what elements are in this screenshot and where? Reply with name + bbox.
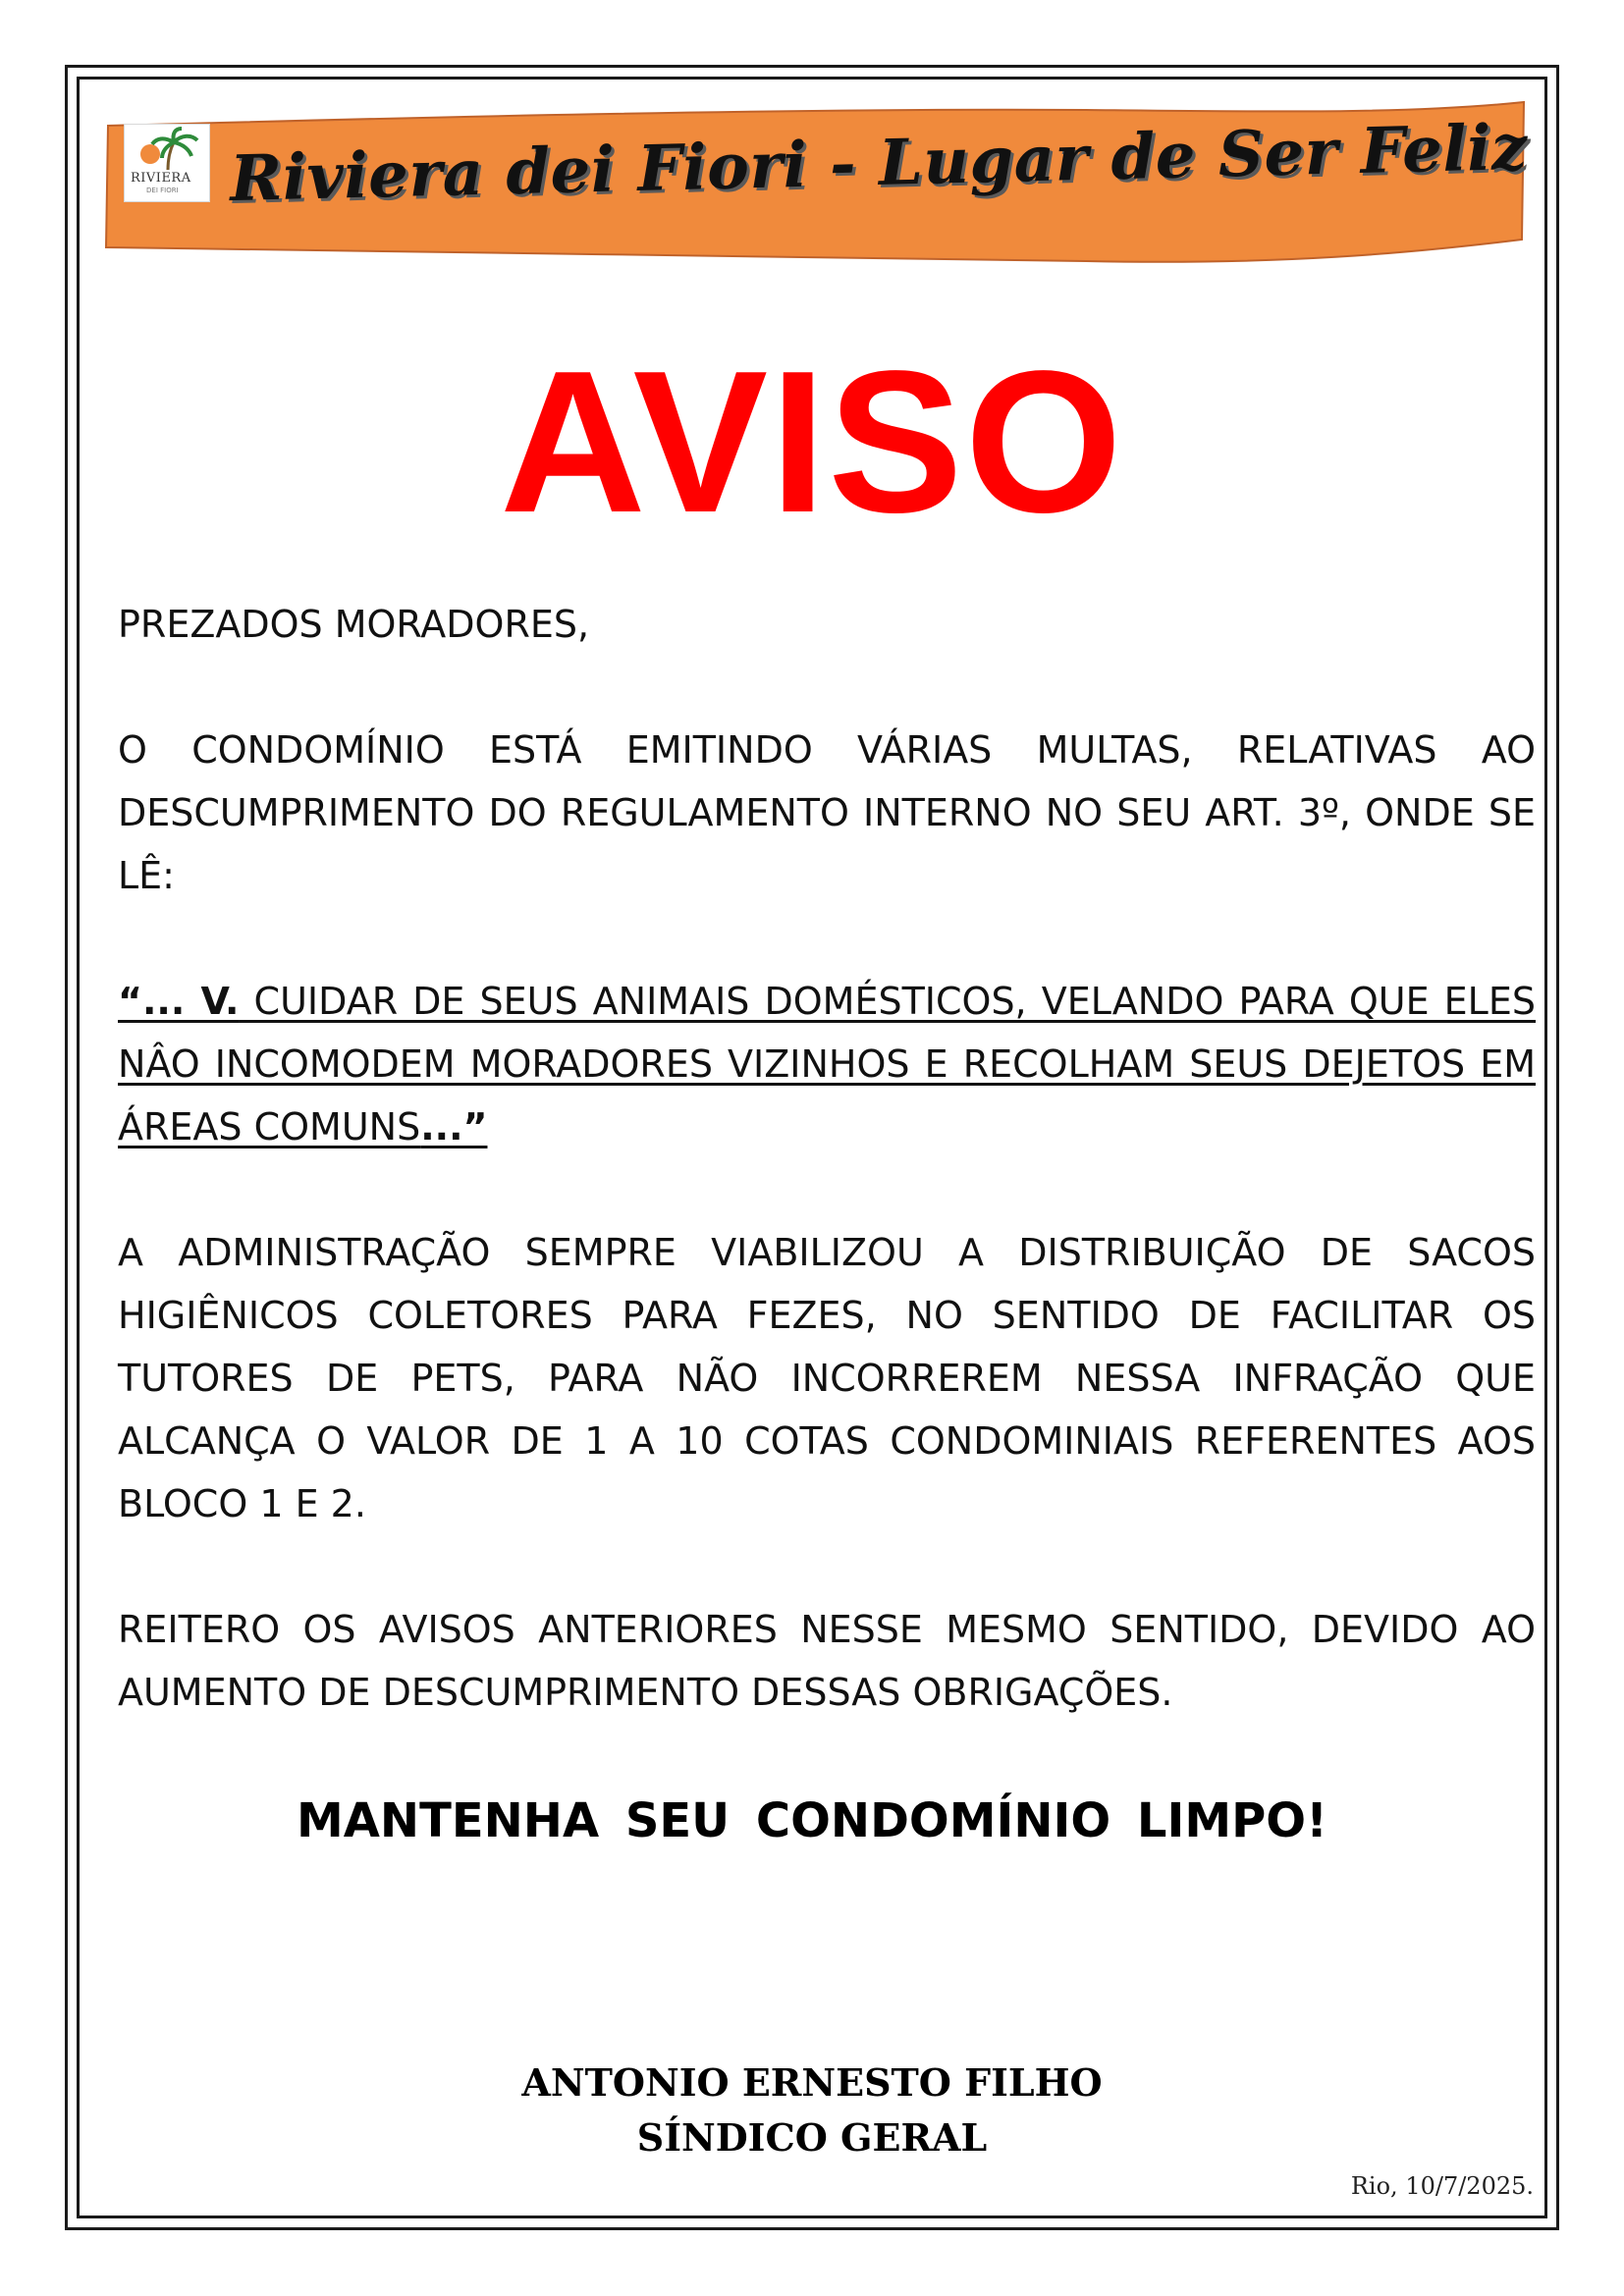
condominium-logo bbox=[124, 124, 210, 202]
quote-lead: “... V. bbox=[118, 980, 240, 1023]
greeting: PREZADOS MORADORES, bbox=[118, 603, 590, 646]
document-date: Rio, 10/7/2025. bbox=[1350, 2172, 1534, 2200]
call-to-action: MANTENHA SEU CONDOMÍNIO LIMPO! bbox=[297, 1793, 1327, 1848]
quote-end: ...” bbox=[420, 1105, 488, 1148]
paragraph-reminder: REITERO OS AVISOS ANTERIORES NESSE MESMO SENTIDO, DEVIDO AO AUMENTO DE DESCUMPRIMENTO DESSAS OBRIGAÇÕES. bbox=[118, 1608, 1536, 1714]
regulation-quote bbox=[118, 970, 1536, 1158]
paragraph-administration: A ADMINISTRAÇÃO SEMPRE VIABILIZOU A DISTRIBUIÇÃO DE SACOS HIGIÊNICOS COLETORES PARA FEZES, NO SENTIDO DE FACILITAR OS TUTORES DE PETS, PARA NÃO INCORREREM NESSA INFRAÇÃO QUE ALCANÇA O VALOR DE 1 A 10 COTAS CONDOMINIAIS REFERENTES AOS BLOCO 1 E 2. bbox=[118, 1231, 1536, 1525]
header-banner bbox=[104, 96, 1530, 268]
signatory-name: ANTONIO ERNESTO FILHO bbox=[521, 2060, 1103, 2105]
paragraph-fines: O CONDOMÍNIO ESTÁ EMITINDO VÁRIAS MULTAS, RELATIVAS AO DESCUMPRIMENTO DO REGULAMENTO INTERNO NO SEU ART. 3º, ONDE SE LÊ: bbox=[118, 728, 1536, 897]
banner-title: Riviera dei Fiori - Lugar de Ser Feliz bbox=[229, 110, 1529, 217]
logo-subtext: DEI FIORI bbox=[146, 187, 179, 194]
logo-text: RIVIERA bbox=[131, 171, 191, 186]
signatory-role: SÍNDICO GERAL bbox=[636, 2115, 988, 2160]
quote-body: CUIDAR DE SEUS ANIMAIS DOMÉSTICOS, VELANDO PARA QUE ELES NÂO INCOMODEM MORADORES VIZINHOS E RECOLHAM SEUS DEJETOS EM ÁREAS COMUNS bbox=[118, 980, 1536, 1148]
notice-heading: AVISO bbox=[500, 329, 1124, 555]
